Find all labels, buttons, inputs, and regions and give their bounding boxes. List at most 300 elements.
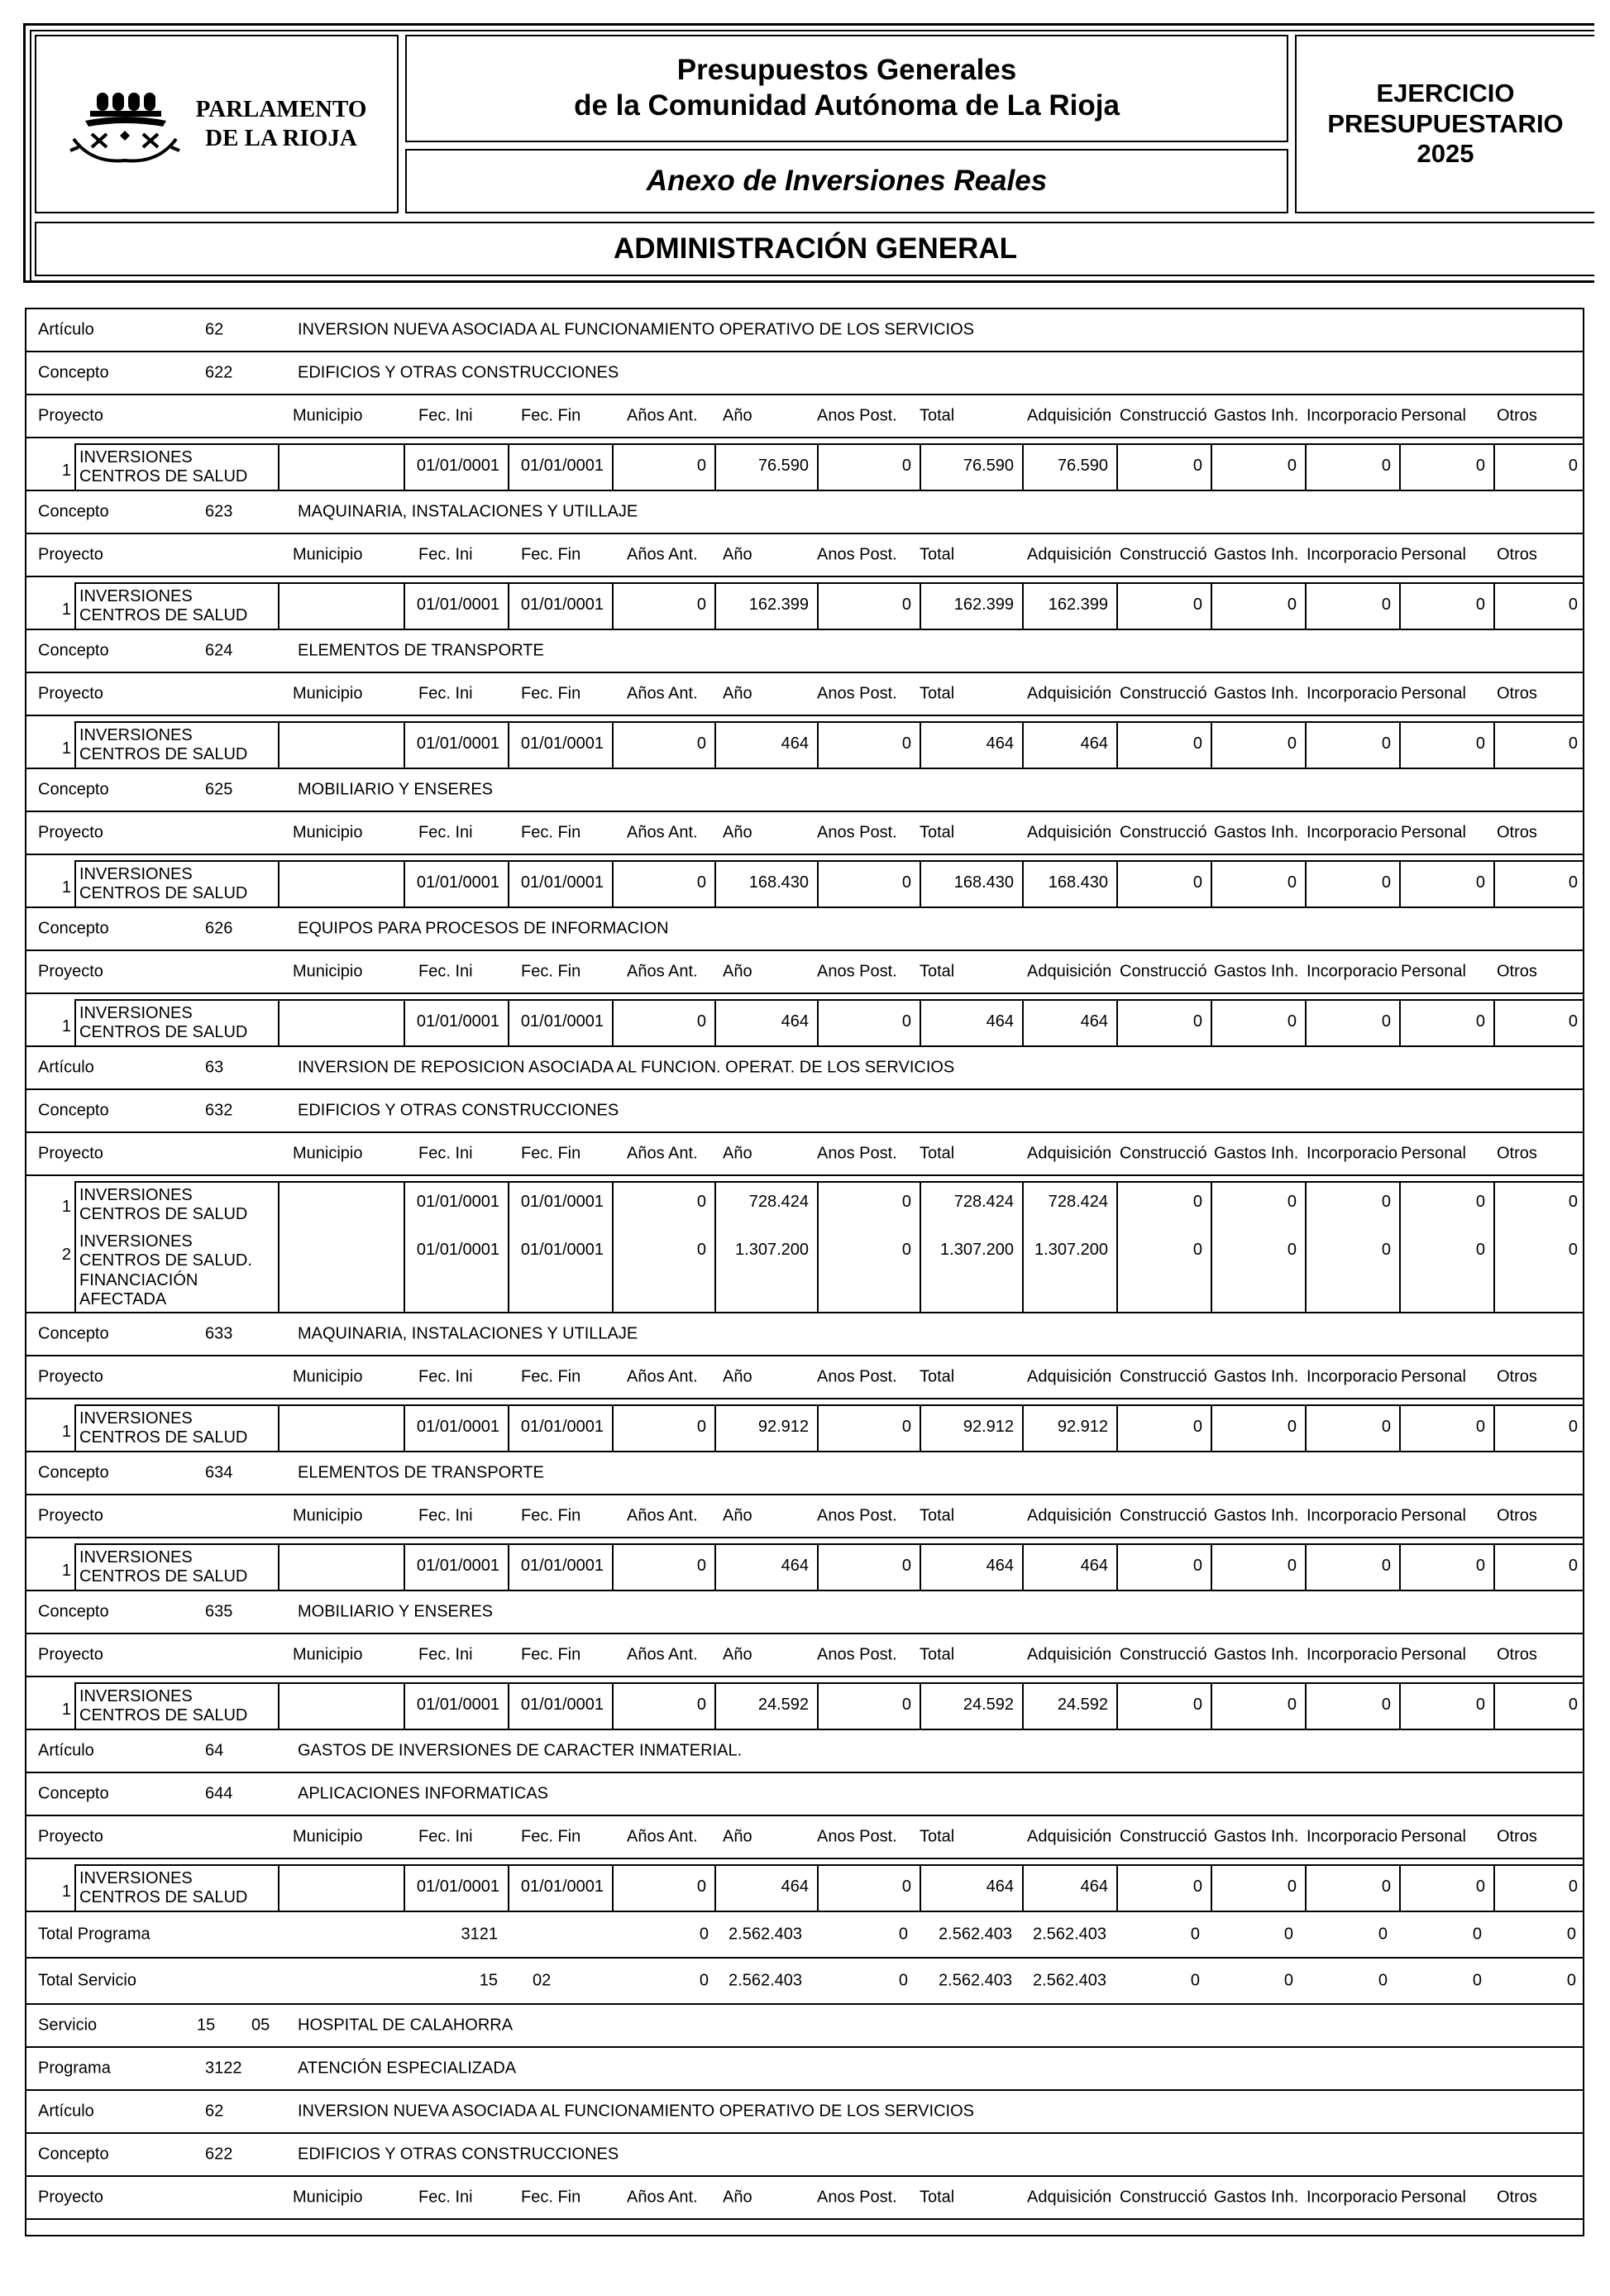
column-header-adquisicion: Adquisición [1027,406,1112,425]
column-header-fec-fin: Fec. Fin [521,2188,581,2207]
column-header-proyecto: Proyecto [38,1506,103,1525]
project-inner-border [74,443,1583,445]
project-number: 1 [61,1562,71,1580]
project-name-line: CENTROS DE SALUD [79,1023,248,1042]
column-header-anos-ant: Años Ant. [627,1506,698,1525]
project-fec-fin: 01/01/0001 [520,1012,604,1031]
row-code: 622 [205,363,233,382]
project-construccion: 0 [1192,1193,1202,1211]
project-name-line: CENTROS DE SALUD [79,467,248,486]
column-header-adquisicion: Adquisición [1027,684,1112,703]
project-group [26,1859,1583,1912]
project-incorporacion: 0 [1381,1193,1391,1211]
concepto-row [26,769,1583,812]
column-header-ano: Año [723,684,752,703]
column-header-total: Total [920,1144,955,1163]
column-header-gastos-inh: Gastos Inh. [1214,1506,1299,1525]
row-type-label: Servicio [38,2016,98,2035]
fiscal-year-box [1295,35,1594,213]
project-name-line: AFECTADA [79,1290,167,1309]
row-description: MOBILIARIO Y ENSERES [298,1602,494,1621]
project-gastos-inh: 0 [1287,1877,1297,1896]
column-header-fec-fin: Fec. Fin [521,684,581,703]
project-group [26,1176,1583,1313]
project-fec-ini: 01/01/0001 [416,1696,499,1714]
column-header-proyecto: Proyecto [38,684,103,703]
column-header-anos-ant: Años Ant. [627,1645,698,1664]
project-number: 1 [61,1198,71,1216]
project-total: 464 [986,1012,1014,1031]
fiscal-year-value: 2025 [1417,139,1474,169]
column-header-anos-post: Anos Post. [817,1144,897,1163]
row-description: INVERSION NUEVA ASOCIADA AL FUNCIONAMIENTO OPERATIVO DE LOS SERVICIOS [298,320,974,339]
project-anos-post: 0 [901,1418,911,1436]
project-construccion: 0 [1192,1557,1202,1575]
column-header-ano: Año [723,2188,752,2207]
column-header-personal: Personal [1401,1506,1466,1525]
column-header-ano: Año [723,962,752,981]
column-header-total: Total [920,684,955,703]
project-anos-ant: 0 [696,457,706,475]
total-adq: 2.562.403 [1033,1925,1106,1944]
column-header-row [26,812,1583,855]
project-number: 1 [61,878,71,897]
column-header-ano: Año [723,1144,752,1163]
row-description: INVERSION DE REPOSICION ASOCIADA AL FUNCION. OPERAT. DE LOS SERVICIOS [298,1058,955,1077]
project-gastos-inh: 0 [1287,1012,1297,1031]
column-header-otros: Otros [1497,1645,1537,1664]
servicio-row [26,2005,1583,2048]
project-construccion: 0 [1192,734,1202,753]
column-header-anos-ant: Años Ant. [627,1827,698,1846]
project-fec-fin: 01/01/0001 [520,1418,604,1436]
column-header-anos-post: Anos Post. [817,962,897,981]
column-header-total: Total [920,1645,955,1664]
row-type-label: Artículo [38,320,94,339]
project-total: 464 [986,1557,1014,1575]
project-incorporacion: 0 [1381,1418,1391,1436]
parliament-logo-box [35,35,399,213]
service-code: 15 [197,2016,216,2035]
column-header-construccion: Construcció [1120,823,1207,842]
project-anos-ant: 0 [696,1012,706,1031]
project-anos-ant: 0 [696,734,706,753]
column-header-gastos-inh: Gastos Inh. [1214,962,1299,981]
project-ano: 464 [781,734,809,753]
row-type-label: Concepto [38,1101,109,1120]
cell-divider [278,1176,279,1312]
row-type-label: Concepto [38,641,109,660]
project-personal: 0 [1475,734,1485,753]
project-anos-post: 0 [901,1193,911,1211]
project-gastos-inh: 0 [1287,1193,1297,1211]
column-header-adquisicion: Adquisición [1027,962,1112,981]
row-code: 635 [205,1602,233,1621]
total-per: 0 [1472,1925,1482,1944]
project-total: 1.307.200 [940,1241,1014,1259]
project-fec-fin: 01/01/0001 [520,1193,604,1211]
row-code: 632 [205,1101,233,1120]
row-type-label: Artículo [38,2102,94,2121]
project-group [26,438,1583,491]
row-code: 623 [205,502,233,521]
cell-divider [278,438,279,490]
row-code: 62 [205,2102,224,2121]
column-header-incorporacion: Incorporacio [1307,1506,1397,1525]
column-header-otros: Otros [1497,962,1537,981]
row-description: INVERSION NUEVA ASOCIADA AL FUNCIONAMIENTO OPERATIVO DE LOS SERVICIOS [298,2102,974,2121]
project-total: 464 [986,1877,1014,1896]
cell-divider [278,1399,279,1451]
row-code: 62 [205,320,224,339]
column-header-gastos-inh: Gastos Inh. [1214,2188,1299,2207]
project-construccion: 0 [1192,1012,1202,1031]
project-name-line: INVERSIONES [79,865,193,883]
project-construccion: 0 [1192,596,1202,614]
project-anos-ant: 0 [696,1193,706,1211]
column-header-gastos-inh: Gastos Inh. [1214,684,1299,703]
column-header-otros: Otros [1497,1144,1537,1163]
total-ant: 0 [699,1971,709,1990]
project-fec-ini: 01/01/0001 [416,1557,499,1575]
column-header-adquisicion: Adquisición [1027,1645,1112,1664]
project-otros: 0 [1568,596,1578,614]
column-header-proyecto: Proyecto [38,962,103,981]
column-header-adquisicion: Adquisición [1027,1367,1112,1386]
column-header-adquisicion: Adquisición [1027,2188,1112,2207]
column-header-anos-ant: Años Ant. [627,1144,698,1163]
project-name-line: INVERSIONES [79,448,193,466]
column-header-fec-ini: Fec. Ini [418,1367,473,1386]
column-header-municipio: Municipio [293,684,363,703]
total-subcode: 02 [533,1971,552,1990]
column-header-row [26,1495,1583,1538]
column-header-ano: Año [723,823,752,842]
project-incorporacion: 0 [1381,596,1391,614]
parliament-emblem-icon [67,74,183,174]
concepto-row [26,2134,1583,2177]
project-name-line: CENTROS DE SALUD [79,1706,248,1725]
project-fec-fin: 01/01/0001 [520,457,604,475]
project-name-line: INVERSIONES [79,1004,193,1022]
cell-divider [278,1859,279,1911]
concepto-row [26,1452,1583,1495]
column-header-construccion: Construcció [1120,1506,1207,1525]
project-total: 464 [986,734,1014,753]
column-header-otros: Otros [1497,406,1537,425]
column-header-row [26,395,1583,438]
column-header-anos-post: Anos Post. [817,1645,897,1664]
cell-divider [278,1538,279,1590]
project-fec-ini: 01/01/0001 [416,1012,499,1031]
total-post: 0 [898,1925,908,1944]
cell-divider [74,1538,76,1590]
column-header-personal: Personal [1401,1645,1466,1664]
cell-divider [74,438,76,490]
column-header-adquisicion: Adquisición [1027,1144,1112,1163]
column-header-row [26,1816,1583,1859]
project-adquisicion: 464 [1080,734,1108,753]
column-header-ano: Año [723,406,752,425]
concepto-row [26,1773,1583,1816]
column-header-row [26,1356,1583,1399]
row-type-label: Programa [38,2059,111,2078]
cell-divider [74,1399,76,1451]
row-type-label: Concepto [38,780,109,799]
project-inner-border [74,1543,1583,1545]
row-description: EDIFICIOS Y OTRAS CONSTRUCCIONES [298,2145,619,2164]
cell-divider [278,1677,279,1729]
project-ano: 464 [781,1877,809,1896]
column-header-fec-ini: Fec. Ini [418,1144,473,1163]
column-header-incorporacion: Incorporacio [1307,1827,1397,1846]
column-header-anos-post: Anos Post. [817,684,897,703]
project-group [26,1538,1583,1591]
cell-divider [74,1859,76,1911]
project-number: 1 [61,1017,71,1036]
concepto-row [26,630,1583,673]
total-ano: 2.562.403 [729,1971,802,1990]
column-header-adquisicion: Adquisición [1027,1827,1112,1846]
concepto-row [26,491,1583,534]
column-header-fec-ini: Fec. Ini [418,823,473,842]
project-personal: 0 [1475,1557,1485,1575]
project-anos-post: 0 [901,873,911,892]
row-type-label: Concepto [38,363,109,382]
column-header-incorporacion: Incorporacio [1307,962,1397,981]
column-header-personal: Personal [1401,1827,1466,1846]
project-name [79,1548,247,1587]
fiscal-year-line1: EJERCICIO [1376,79,1515,108]
column-header-fec-fin: Fec. Fin [521,1827,581,1846]
project-anos-post: 0 [901,596,911,614]
project-name [79,448,247,487]
column-header-construccion: Construcció [1120,1367,1207,1386]
project-ano: 168.430 [748,873,809,892]
column-header-fec-fin: Fec. Fin [521,1506,581,1525]
project-adquisicion: 1.307.200 [1034,1241,1108,1259]
row-type-label: Artículo [38,1058,94,1077]
project-fec-ini: 01/01/0001 [416,1241,499,1259]
column-header-gastos-inh: Gastos Inh. [1214,1827,1299,1846]
project-number: 1 [61,600,71,619]
project-incorporacion: 0 [1381,1012,1391,1031]
column-header-row [26,2177,1583,2220]
project-inner-border [74,582,1583,584]
project-anos-post: 0 [901,734,911,753]
column-header-proyecto: Proyecto [38,1827,103,1846]
parliament-name-line1: PARLAMENTO [195,96,367,123]
project-name [79,1409,247,1448]
column-header-adquisicion: Adquisición [1027,1506,1112,1525]
project-otros: 0 [1568,1241,1578,1259]
project-fec-ini: 01/01/0001 [416,1877,499,1896]
project-fec-fin: 01/01/0001 [520,873,604,892]
project-total: 168.430 [953,873,1014,892]
project-fec-fin: 01/01/0001 [520,1696,604,1714]
column-header-adquisicion: Adquisición [1027,823,1112,842]
row-type-label: Artículo [38,1741,94,1760]
total-total: 2.562.403 [939,1971,1012,1990]
project-gastos-inh: 0 [1287,457,1297,475]
project-anos-ant: 0 [696,873,706,892]
project-ano: 92.912 [757,1418,809,1436]
column-header-fec-fin: Fec. Fin [521,406,581,425]
column-header-personal: Personal [1401,1144,1466,1163]
column-header-proyecto: Proyecto [38,1144,103,1163]
articulo-row [26,2091,1583,2134]
column-header-total: Total [920,1827,955,1846]
row-code: 644 [205,1784,233,1803]
programa-row [26,2048,1583,2091]
project-name [79,726,247,765]
project-group [26,855,1583,908]
column-header-anos-post: Anos Post. [817,1827,897,1846]
column-header-incorporacion: Incorporacio [1307,2188,1397,2207]
column-header-incorporacion: Incorporacio [1307,1645,1397,1664]
project-name-line: INVERSIONES [79,587,193,605]
investments-table [25,308,1584,2236]
row-description: GASTOS DE INVERSIONES DE CARACTER INMATERIAL. [298,1741,743,1760]
column-header-anos-post: Anos Post. [817,1367,897,1386]
parliament-name-line2: DE LA RIOJA [205,125,357,151]
column-header-fec-ini: Fec. Ini [418,684,473,703]
articulo-row [26,309,1583,352]
project-gastos-inh: 0 [1287,873,1297,892]
column-header-personal: Personal [1401,406,1466,425]
total-row [26,1912,1583,1959]
annex-title: Anexo de Inversiones Reales [405,149,1288,213]
project-personal: 0 [1475,596,1485,614]
project-incorporacion: 0 [1381,1877,1391,1896]
column-header-incorporacion: Incorporacio [1307,1144,1397,1163]
column-header-anos-ant: Años Ant. [627,2188,698,2207]
project-incorporacion: 0 [1381,873,1391,892]
column-header-row [26,951,1583,994]
column-header-fec-ini: Fec. Ini [418,962,473,981]
column-header-anos-post: Anos Post. [817,1506,897,1525]
total-otr: 0 [1566,1971,1576,1990]
project-anos-ant: 0 [696,1557,706,1575]
column-header-otros: Otros [1497,2188,1537,2207]
project-inner-border [74,1181,1583,1183]
total-otr: 0 [1566,1925,1576,1944]
total-ant: 0 [699,1925,709,1944]
project-incorporacion: 0 [1381,1696,1391,1714]
column-header-otros: Otros [1497,545,1537,564]
project-total: 728.424 [953,1193,1014,1211]
column-header-proyecto: Proyecto [38,2188,103,2207]
project-fec-fin: 01/01/0001 [520,1557,604,1575]
project-anos-post: 0 [901,1557,911,1575]
project-personal: 0 [1475,1877,1485,1896]
column-header-adquisicion: Adquisición [1027,545,1112,564]
column-header-personal: Personal [1401,545,1466,564]
project-name [79,1869,247,1908]
project-number: 1 [61,1882,71,1901]
column-header-total: Total [920,962,955,981]
row-description: ATENCIÓN ESPECIALIZADA [298,2059,517,2078]
column-header-construccion: Construcció [1120,962,1207,981]
column-header-construccion: Construcció [1120,545,1207,564]
column-header-gastos-inh: Gastos Inh. [1214,1645,1299,1664]
row-code: 624 [205,641,233,660]
project-personal: 0 [1475,1418,1485,1436]
column-header-construccion: Construcció [1120,1645,1207,1664]
column-header-anos-post: Anos Post. [817,823,897,842]
row-description: ELEMENTOS DE TRANSPORTE [298,641,544,660]
project-name-line: FINANCIACIÓN [79,1270,198,1289]
column-header-personal: Personal [1401,962,1466,981]
project-name-line: CENTROS DE SALUD [79,884,248,903]
column-header-proyecto: Proyecto [38,823,103,842]
total-adq: 2.562.403 [1033,1971,1106,1990]
column-header-otros: Otros [1497,684,1537,703]
column-header-incorporacion: Incorporacio [1307,684,1397,703]
column-header-total: Total [920,2188,955,2207]
project-otros: 0 [1568,1193,1578,1211]
project-name-line: CENTROS DE SALUD [79,1428,248,1447]
project-ano: 464 [781,1557,809,1575]
project-fec-fin: 01/01/0001 [520,1241,604,1259]
project-construccion: 0 [1192,1877,1202,1896]
column-header-ano: Año [723,1645,752,1664]
column-header-total: Total [920,545,955,564]
column-header-fec-ini: Fec. Ini [418,406,473,425]
row-description: ELEMENTOS DE TRANSPORTE [298,1463,544,1482]
total-per: 0 [1472,1971,1482,1990]
project-adquisicion: 464 [1080,1012,1108,1031]
project-fec-ini: 01/01/0001 [416,734,499,753]
column-header-municipio: Municipio [293,1506,363,1525]
column-header-municipio: Municipio [293,545,363,564]
column-header-anos-post: Anos Post. [817,545,897,564]
project-anos-post: 0 [901,457,911,475]
project-incorporacion: 0 [1381,1557,1391,1575]
column-header-otros: Otros [1497,1827,1537,1846]
row-description: HOSPITAL DE CALAHORRA [298,2016,514,2035]
column-header-municipio: Municipio [293,823,363,842]
total-inc: 0 [1378,1971,1388,1990]
cell-divider [278,716,279,768]
cell-divider [278,577,279,629]
project-otros: 0 [1568,1012,1578,1031]
project-otros: 0 [1568,457,1578,475]
column-header-municipio: Municipio [293,2188,363,2207]
project-name-line: INVERSIONES [79,1232,193,1251]
row-type-label: Concepto [38,1324,109,1343]
project-anos-post: 0 [901,1696,911,1714]
project-number: 1 [61,1700,71,1719]
project-group [26,1677,1583,1730]
project-name-line: CENTROS DE SALUD [79,745,248,764]
project-name [79,1687,247,1726]
project-construccion: 0 [1192,1241,1202,1259]
column-header-personal: Personal [1401,2188,1466,2207]
project-fec-ini: 01/01/0001 [416,1193,499,1211]
project-construccion: 0 [1192,1418,1202,1436]
project-otros: 0 [1568,873,1578,892]
project-ano: 76.590 [757,457,809,475]
column-header-anos-ant: Años Ant. [627,545,698,564]
column-header-gastos-inh: Gastos Inh. [1214,823,1299,842]
column-header-fec-fin: Fec. Fin [521,962,581,981]
column-header-anos-ant: Años Ant. [627,823,698,842]
column-header-personal: Personal [1401,684,1466,703]
project-adquisicion: 728.424 [1048,1193,1108,1211]
project-incorporacion: 0 [1381,1241,1391,1259]
column-header-otros: Otros [1497,823,1537,842]
